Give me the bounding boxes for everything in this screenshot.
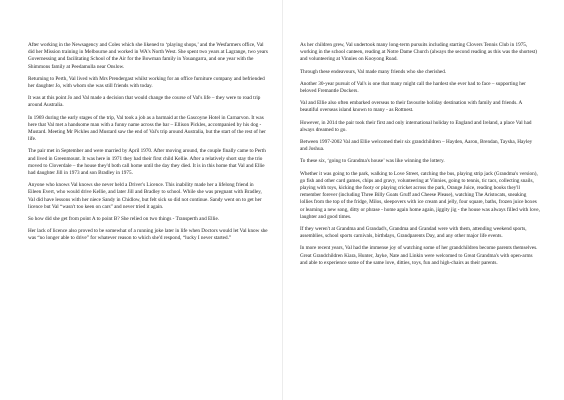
paragraph: Val and Ellie also often embarked overseas to their favourite holiday destination with family and friends. A beautiful overseas island known to many - as Rottnest. <box>300 100 522 114</box>
paragraph: In 1969 during the early stages of the trip, Val took a job as a barmaid at the Gascoyne Hotel in Carnarvon. It was here that Val met a handsome man with a funny name across the bar – Ellison Pickles, accompanied by his dog - Mustard. Meeting Mr Pickles and Mustard saw the end of Val's trip around Australia, but the start of the rest of her life. <box>28 114 266 143</box>
paragraph: To these six, ‘going to Grandma's house’ was like winning the lottery. <box>300 158 445 165</box>
paragraph: The pair met in September and were married by April 1970. After moving around, the couple finally came to Perth and lived in Greenmount. It was here in 1971 they had their first child Kellie. After a relatively short stay the trio moved to Cloverdale – the house they'd both call home until the day they died. It is in this home that Val and Ellie had daughter Jill in 1973 and son Bradley in 1975. <box>28 148 266 177</box>
paragraph: Another 30-year pursuit of Val's is one that many might call the hardest she ever had to face – supporting her beloved Fremantle Dockers. <box>300 80 526 95</box>
paragraph: Returning to Perth, Val lived with Mrs Prendergast whilst working for an office furniture company and befriended her daughter Jo, with whom she was still friends with today. <box>28 75 265 90</box>
paragraph: Between 1997-2002 Val and Ellie welcomed their six grandchildren – Hayden, Aaron, Brendan, Taysha, Hayley and Joshua. <box>300 139 533 153</box>
right-column <box>282 0 564 400</box>
paragraph: Anyone who knows Val knows she never held a Driver's Licence. This inability made her a lifelong friend in Eileen Evert, who would drive Kellie, and later Jill and Bradley to school. While she was pregnant with Bradley, Val did have lessons with her niece Sandy in Chidlow, but felt sick so did not continue. Sandy went on to get her licence but Val “wasn't too keen on cars” and never tried it again. <box>28 182 262 210</box>
paragraph: Through these endeavours, Val made many friends who she cherished. <box>300 68 447 75</box>
paragraph: If they weren't at Grandma and Grandad's, Grandma and Grandad were with them, attending weekend sports, assemblies, school sports carnivals, birthdays, Grandparents Day, and any other major life events. <box>300 226 527 240</box>
paragraph: However, in 2014 the pair took their first and only international holiday to England and Ireland, a place Val had always dreamed to go. <box>300 119 532 133</box>
paragraph: Her lack of licence also proved to be somewhat of a running joke later in life when Doctors would let Val know she was “no longer able to drive” for whatever reason to which she'd respond, “lucky I never started.” <box>28 228 268 242</box>
paragraph: In more recent years, Val had the immense joy of watching some of her grandchildren become parents themselves. Great Grandchildren Kiara, Hunter, Jayke, Nate and Linkin were welcomed to Great Grandma's with open-arms and able to experience some of the same love, ditties, toys, fun and high-chairs as their parents. <box>300 245 538 266</box>
paragraph: Whether it was going to the park, walking to Love Street, catching the bus, playing strip jack (Grandma's version), go fish and other card games, chips and gravy, volunteering at Vinnies, going to tennis, tic tacs, collecting snails, playing with toys, kicking the footy or playing cricket across the park, Orange Juice, reading books they'll remember forever (including Three Billy Goats Gruff and Cheese Please), watching The Aristocats, sneaking lollies from the top of the fridge, Milos, sleepovers with ice cream and jelly, four square, baths, frozen juice boxes or learning a new song, ditty or phrase - home again home again, jiggity jig - the house was always filled with love, laughter and good times. <box>300 170 540 220</box>
paragraph: It was at this point Jo and Val made a decision that would change the course of Val's life – they were to road trip around Australia. <box>28 95 261 109</box>
paragraph: After working in the Newsagency and Coles which she likened to ‘playing shops,’ and the Wesfarmers office, Val did her Mission training in Melbourne and worked in WA's North West. She spent two years at Lagrange, two years Governessing and facilitating School of the Air for the Bowman family in Youangarra, and one year with the Shimmons family at Peedamulla near Onslow. <box>28 42 268 70</box>
page-gutter-divider <box>282 0 283 400</box>
paragraph: So how did she get from point A to point B? She relied on two things - Transperth and Ellie. <box>28 216 220 223</box>
paragraph: As her children grew, Val undertook many long-term pursuits including starting Clovers Tennis Club in 1975, working in the school canteen, reading at Notre Dame Church (always the second reading as this was the shortest) and volunteering at Vinnies on Kooyong Road. <box>300 42 537 63</box>
